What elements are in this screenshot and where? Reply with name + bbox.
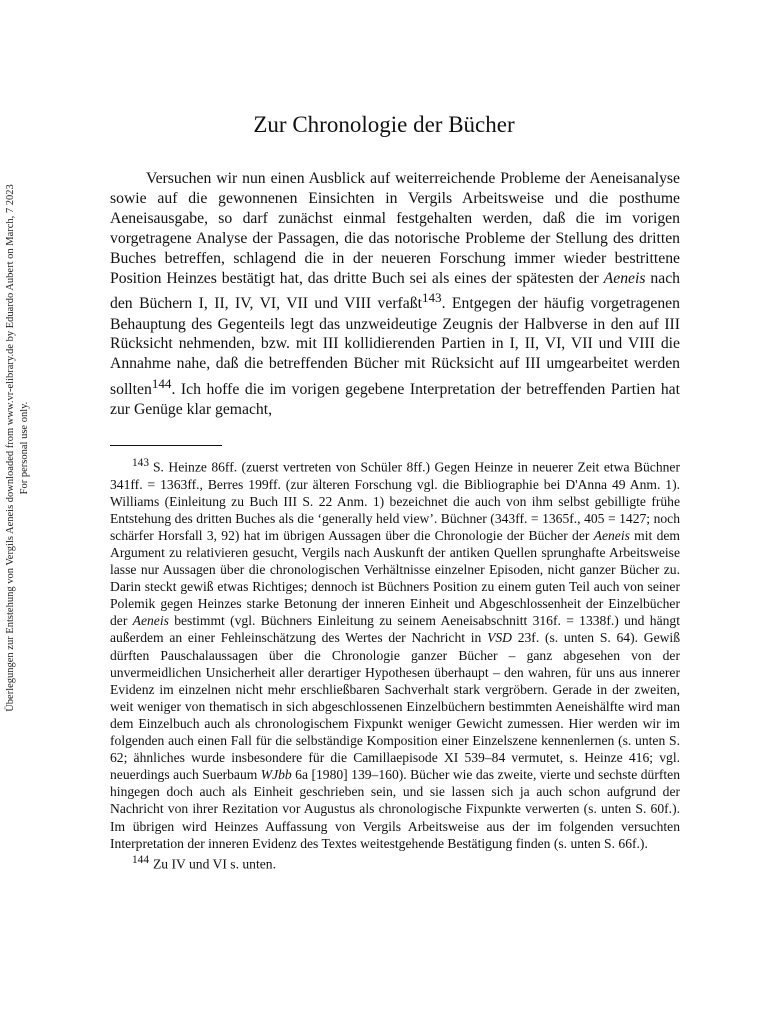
body-text-segment: . Entgegen der häufig vorgetragenen Behauptung des Gegenteils legt das unzweideutige Zeugnis der Halbverse in den auf III Rücksicht nehmenden, bzw. mit III kollidierenden Partien in I, II, VI, VII und VIII die Annahme nahe, daß die betreffenden Bücher mit Rücksicht auf III umgearbeitet werden sollten	[110, 295, 680, 399]
body-text-segment: nach den Büchern I, II, IV, VI, VII und VIII verfaßt	[110, 269, 680, 313]
footnote-number: 144	[132, 853, 149, 866]
footnote-text: mit dem Argument zu relativieren gesucht, Vergils nach Auskunft der antiken Quellen sprunghafte Arbeitsweise lasse nur Aussagen über die chronologischen Verhältnisse einzelner Episoden, nicht ganzer Bücher zu. Darin steckt gewiß etwas Richtiges; dennoch ist Büchners Position zu einem guten Teil auch von seiner Polemik gegen Heinzes starke Betonung der inneren Einheit und Abgeschlossenheit der Einzelbücher der	[110, 527, 680, 629]
page-title: Zur Chronologie der Bücher	[253, 112, 515, 137]
body-paragraph	[110, 169, 680, 420]
footnote-text: bestimmt (vgl. Büchners Einleitung zu seinem Aeneisabschnitt 316f. = 1338f.) und hängt außerdem an einer Fehleinschätzung des Wertes der Nachricht in	[110, 613, 680, 646]
body-text-segment: . Ich hoffe die im vorigen gegebene Interpretation der betreffenden Partien hat zur Genüge klar gemacht,	[110, 381, 680, 419]
footnote-number: 143	[132, 457, 149, 469]
footnote-ref-144[interactable]: 144	[151, 376, 172, 392]
footnote-italic: Aeneis	[593, 527, 630, 543]
watermark-line-2: For personal use only.	[19, 401, 30, 495]
footnote-text: 23f. (s. unten S. 64). Gewiß dürften Pauschalaussagen über die Chronologie ganzer Bücher – ganz abgesehen von der unvermeidlichen Unsicherheit aller derartiger Hypothesen überhaupt – den wahren, für uns aus innerer Evidenz im einzelnen nicht mehr erschließbaren Sachverhalt stark vergröbern. Gerade in der zweiten, weit weniger von thematisch in sich abgeschlossenen Einzelbüchern bestimmten Aeneishälfte wird man dem Einzelbuch auch als chronologischem Fixpunkt weniger Gewicht zumessen. Hier werden wir im folgenden auch einen Fall für die selbständige Komposition einer Einzelszene kennenlernen (s. unten S. 62; ähnliches wurde insbesondere für die Camillaepisode XI 539–84 vermutet, s. Heinze 416; vgl. neuerdings auch Suerbaum	[110, 630, 680, 783]
footnote-144	[110, 852, 680, 873]
body-italic-work-title: Aeneis	[603, 269, 646, 287]
footnote-italic: Aeneis	[132, 613, 169, 629]
footnote-italic: WJbb	[260, 767, 292, 783]
watermark-line-1: Überlegungen zur Entstehung von Vergils Aeneis downloaded from www.vr-elibrary.de by Eduardo Aubert on March, 7 2023	[5, 184, 16, 712]
footnote-divider	[110, 445, 222, 446]
footnotes	[110, 455, 680, 872]
footnote-143	[110, 455, 680, 852]
footnote-italic: VSD	[487, 630, 512, 646]
footnote-text: S. Heinze 86ff. (zuerst vertreten von Schüler 8ff.) Gegen Heinze in neuerer Zeit etwa Büchner 341ff. = 1363ff., Berres 199ff. (zur älteren Forschung vgl. die Bibliographie bei D'Anna 49 Anm. 1). Williams (Einleitung zu Buch III S. 22 Anm. 1) bezeichnet die auch von ihm selbst gebilligte frühe Entstehung des dritten Buches als die ‘generally held view’. Büchner (343ff. = 1365f., 405 = 1427; noch schärfer Horsfall 3, 92) hat im übrigen Aussagen über die Chronologie der Bücher der	[110, 459, 680, 543]
footnote-text: 6a [1980] 139–160). Bücher wie das zweite, vierte und sechste dürften hingegen doch auch als Einheit geschrieben sein, und sie lassen sich ja auch schon aufgrund der Nachricht von ihrer Rezitation vor Augustus als chronologische Fixpunkte verwerten (s. unten S. 60f.). Im übrigen wird Heinzes Auffassung von Vergils Arbeitsweise aus der im folgenden versuchten Interpretation der inneren Evidenz des Textes weitestgehende Bestätigung finden (s. unten S. 66f.).	[110, 767, 680, 851]
body-text-segment: Versuchen wir nun einen Ausblick auf weiterreichende Probleme der Aeneisanalyse sowie auf die gewonnenen Einsichten in Vergils Arbeitsweise und die posthume Aeneisausgabe, so darf zunächst einmal festgehalten werden, daß die im vorigen vorgetragene Analyse der Passagen, die das notorische Probleme der Stellung des dritten Buches betreffen, schlagend die in der neueren Forschung immer wieder bestrittene Position Heinzes bestätigt hat, das dritte Buch sei als eines der spätesten der	[110, 170, 680, 287]
footnote-text: Zu IV und VI s. unten.	[153, 856, 276, 872]
footnote-ref-143[interactable]: 143	[421, 290, 442, 306]
download-watermark	[4, 0, 44, 960]
